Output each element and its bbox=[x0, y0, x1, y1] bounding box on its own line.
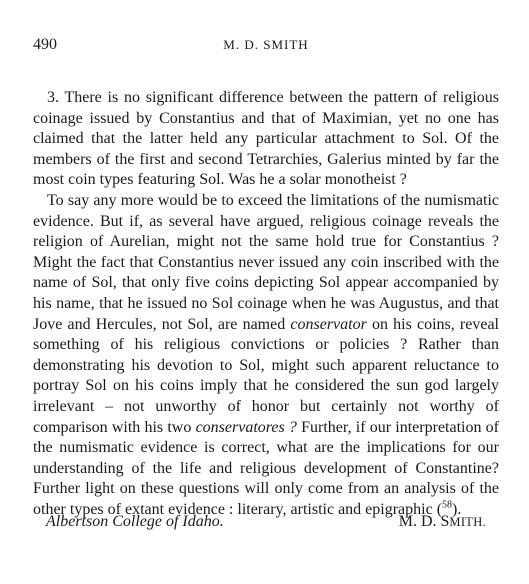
author-affiliation: Albertson College of Idaho. bbox=[46, 513, 224, 530]
italic-conservator: conservator bbox=[290, 315, 367, 333]
paragraph-1-text: 3. There is no significant difference between the pattern of religious coinage issued by Constantius and that of Maximian, yet no one has claimed that the latter held any particular attachment to Sol. Of the members of the first and second Tetrarchies, Galerius minted by far the most coin types featuring Sol. Was he a solar monotheist ? bbox=[33, 89, 499, 189]
body-text bbox=[33, 88, 499, 520]
page-number: 490 bbox=[33, 36, 57, 53]
paragraph-2 bbox=[33, 191, 499, 521]
paragraph-2-part-4: ). bbox=[452, 500, 462, 518]
author-signature bbox=[399, 513, 486, 531]
paragraph-2-part-2: on his coins, reveal something of his religious convictions or policies ? Rather than demonstrating his devotion to Sol, might such apparent reluctance to portray Sol on his coins imply that he considered the sun god largely irrelevant – not unworthy of honor but certainly not worthy of comparison with his two bbox=[33, 315, 499, 436]
running-head: M. D. SMITH bbox=[223, 37, 309, 52]
paragraph-2-part-1: To say any more would be to exceed the limitations of the numismatic evidence. But if, as several have argued, religious coinage reveals the religion of Aurelian, might not the same hold true for Constantius ? Might the fact that Constantius never issued any coin inscribed with the name of Sol, that only five coins depicting Sol appear accompanied by his name, that he issued no Sol coinage when he was Augustus, and that Jove and Hercules, not Sol, are named bbox=[33, 191, 499, 333]
italic-conservatores: conservatores ? bbox=[195, 418, 297, 436]
paragraph-1 bbox=[33, 88, 499, 191]
paragraph-2-part-3: Further, if our interpretation of the numismatic evidence is correct, what are the implications for our understanding of the life and religious development of Constantine? Further light on these questions will only come from an analysis of the other types of extant evidence : literary, artistic and epigraphic ( bbox=[33, 418, 500, 518]
signature-initials: M. D. S bbox=[398, 513, 450, 530]
signature-rest: MITH. bbox=[449, 515, 486, 529]
footnote-marker: 58 bbox=[442, 499, 453, 511]
page-header bbox=[33, 36, 499, 56]
